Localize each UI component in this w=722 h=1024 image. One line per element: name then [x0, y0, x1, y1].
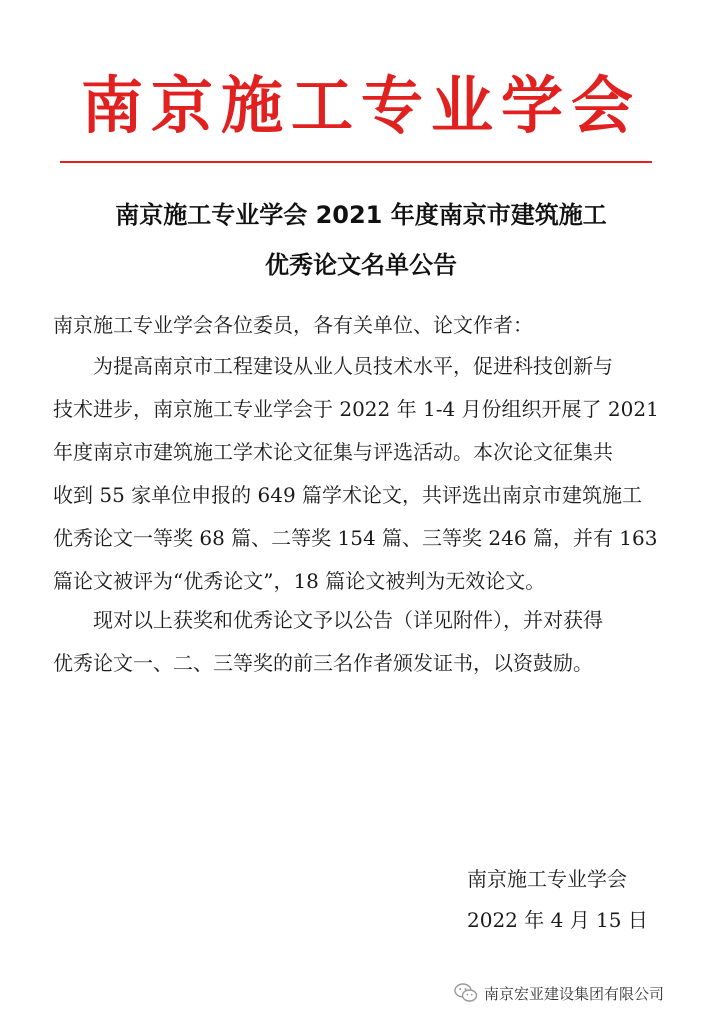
paragraph-line: 优秀论文一、二、三等奖的前三名作者颁发证书，以资鼓励。 — [53, 651, 593, 675]
signature-date: 2022 年 4 月 15 日 — [467, 908, 648, 932]
paragraph-line: 收到 55 家单位申报的 649 篇学术论文，共评选出南京市建筑施工 — [53, 483, 643, 507]
header-org-name: 南京施工专业学会 — [80, 69, 641, 142]
paragraph-line: 篇论文被评为“优秀论文”，18 篇论文被判为无效论文。 — [53, 569, 546, 593]
paragraph-line: 为提高南京市工程建设从业人员技术水平，促进科技创新与 — [93, 354, 613, 378]
wechat-icon — [454, 982, 478, 1004]
title-line-2: 优秀论文名单公告 — [265, 251, 457, 279]
red-divider — [60, 161, 652, 163]
body-paragraph-1 — [53, 351, 673, 609]
signature-org: 南京施工专业学会 — [467, 867, 627, 891]
paragraph-line: 优秀论文一等奖 68 篇、二等奖 154 篇、三等奖 246 篇，并有 163 — [53, 526, 658, 550]
body-paragraph-2 — [53, 605, 673, 691]
title-line-1: 南京施工专业学会 2021 年度南京市建筑施工 — [115, 201, 607, 229]
paragraph-line: 年度南京市建筑施工学术论文征集与评选活动。本次论文征集共 — [53, 440, 613, 464]
wechat-watermark — [454, 980, 664, 1006]
watermark-text: 南京宏亚建设集团有限公司 — [484, 984, 665, 1003]
paragraph-line: 技术进步，南京施工专业学会于 2022 年 1-4 月份组织开展了 2021 — [53, 397, 659, 421]
paragraph-line: 现对以上获奖和优秀论文予以公告（详见附件），并对获得 — [93, 608, 603, 632]
salutation: 南京施工专业学会各位委员，各有关单位、论文作者： — [53, 313, 533, 337]
